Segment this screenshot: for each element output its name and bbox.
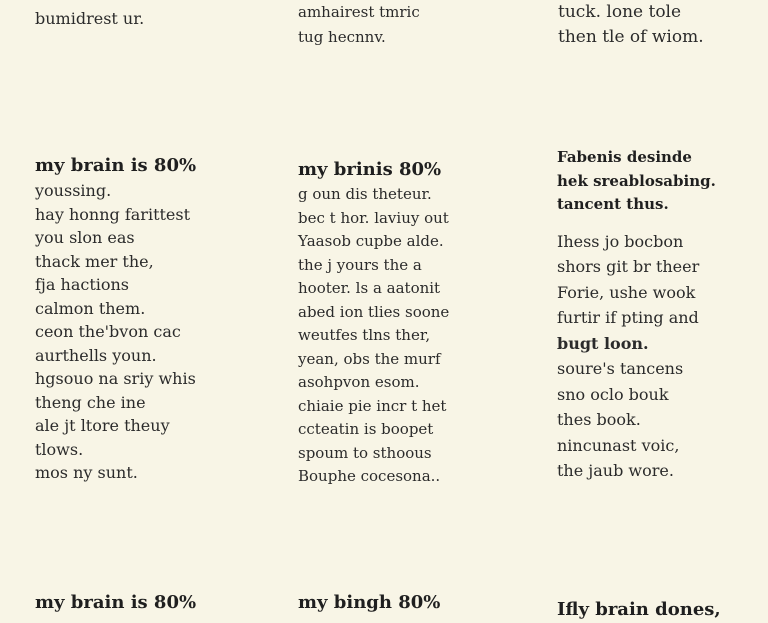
column-heading-line: hek sreablosabing. [557,171,716,190]
text-line: hgsouo na sriy whis [35,369,196,388]
text-column-middle-right [557,146,716,484]
text-column-top-middle [298,0,420,50]
text-line: mos ny sunt. [35,463,138,482]
text-line: amhairest tmric [298,3,420,21]
text-line: sno oclo bouk [557,384,669,404]
text-line: abed ion tlies soone [298,302,450,321]
text-line: aurthells youn. [35,345,157,365]
column-heading: my brinis 80% [298,159,442,180]
text-line: theng che ine [35,392,146,412]
text-line: fja hactions [35,275,130,294]
text-line: youssing. [35,181,112,200]
text-line: weutfes tlns ther, [298,326,431,344]
text-line: furtir if pting and [557,308,699,327]
text-line: you slon eas [35,228,135,247]
text-line: thes book. [557,410,641,429]
text-line: nincunast voic, [557,435,680,455]
text-line: bec t hor. laviuy out [298,208,449,227]
text-line: hooter. ls a aatonit [298,279,441,297]
text-line: Forie, ushe wook [557,282,696,302]
column-heading-bottom-center: my bingh 80% [298,592,441,613]
text-line: calmon them. [35,298,146,318]
text-column-middle-center [298,157,449,489]
text-line: the jaub wore. [557,461,674,480]
column-heading-bottom-left: my brain is 80% [35,592,197,613]
text-line: then tle of wiom. [558,27,704,47]
text-line: asohpvon esom. [298,373,420,391]
text-line: Bouphe cocesona.. [298,467,441,485]
text-line: thack mer the, [35,251,154,271]
column-heading-line: tancent thus. [557,195,669,213]
column-heading-line: Fabenis desinde [557,148,692,166]
text-line: hay honng farittest [35,204,191,224]
text-line: chiaie pie incr t het [298,396,447,415]
text-line: g oun dis theteur. [298,185,432,203]
text-line: tuck. lone tole [558,2,682,22]
text-line: Yaasob cupbe alde. [298,232,444,250]
column-heading: my brain is 80% [35,155,197,176]
text-column-middle-left [35,153,196,485]
text-line: spoum to sthoous [298,443,432,462]
text-line: Ihess jo bocbon [557,231,684,251]
text-line: shors git br theer [557,257,700,276]
text-line: ccteatin is boopet [298,420,434,438]
text-line: tug hecnnv. [298,28,386,46]
text-line: ceon the'bvon cac [35,322,181,341]
text-line: soure's tancens [557,359,684,378]
spacer [557,217,716,229]
text-line: the j yours the a [298,255,422,274]
text-column-top-right [558,0,704,50]
text-line: yean, obs the murf [298,349,441,368]
text-line: tlows. [35,439,84,459]
column-heading-bottom-right: Ifly brain dones, [557,599,721,620]
text-line: bumidrest ur. [35,9,145,28]
text-line: ale jt ltore theuy [35,416,170,435]
text-column-top-left [35,6,144,31]
text-line: bugt loon. [557,333,649,353]
